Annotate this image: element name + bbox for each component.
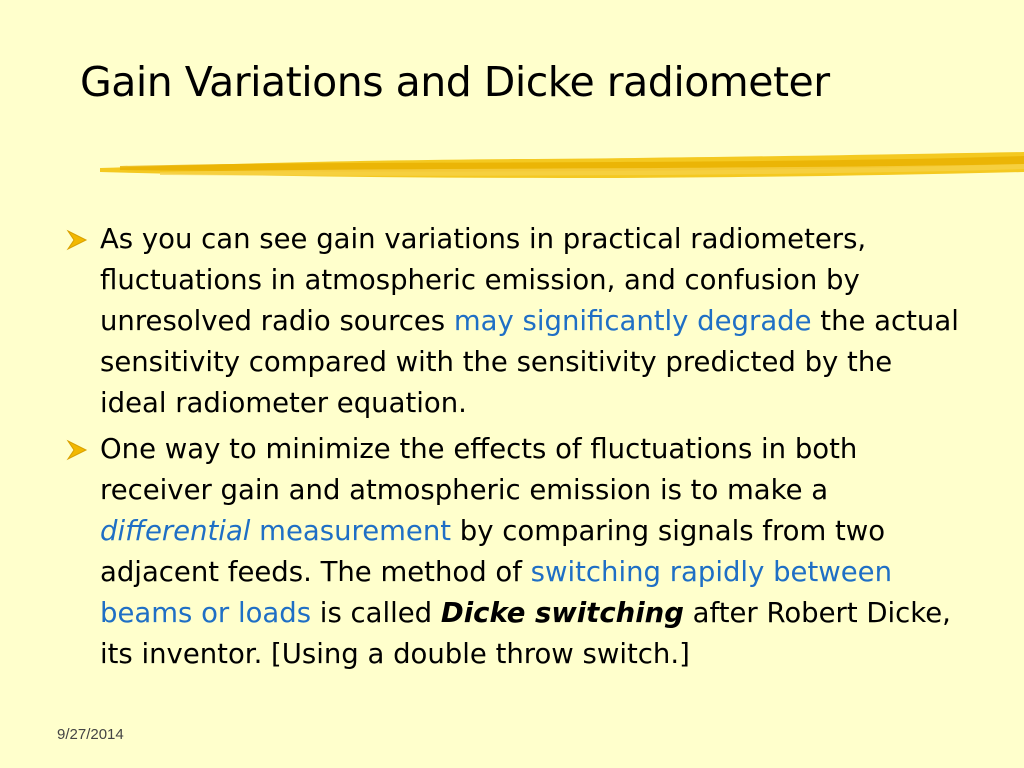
arrow-bullet-icon [66, 229, 88, 251]
text-run: by comparing signals from two adjacent feeds. The method of [100, 515, 886, 588]
bullet-item [62, 429, 962, 675]
text-run-highlight: may significantly degrade [453, 305, 812, 337]
bullet-text [100, 433, 951, 670]
text-run: after Robert Dicke, its inventor. [Using a double throw switch.] [100, 597, 951, 670]
text-run: is called [311, 597, 441, 629]
text-run: One way to minimize the effects of fluctuations in both receiver gain and atmospheric emission is to make a [100, 433, 858, 506]
text-run: As you can see gain variations in practical radiometers, fluctuations in atmospheric emission, and confusion by unresolved radio sources [100, 223, 867, 337]
text-run-highlight: switching rapidly between beams or loads [100, 556, 892, 629]
text-run-highlight-italic: differential [100, 515, 251, 547]
slide-title: Gain Variations and Dicke radiometer [80, 58, 830, 106]
footer-date: 9/27/2014 [57, 726, 124, 743]
text-run-bold-italic: Dicke switching [440, 597, 684, 629]
brush-stroke-decoration [100, 142, 1024, 190]
bullet-item [62, 219, 962, 424]
bullet-text [100, 223, 959, 419]
text-run-highlight: measurement [250, 515, 452, 547]
arrow-bullet-icon [66, 439, 88, 461]
text-run: the actual sensitivity compared with the sensitivity predicted by the ideal radiometer equation. [100, 305, 959, 419]
bullet-list [62, 219, 962, 680]
